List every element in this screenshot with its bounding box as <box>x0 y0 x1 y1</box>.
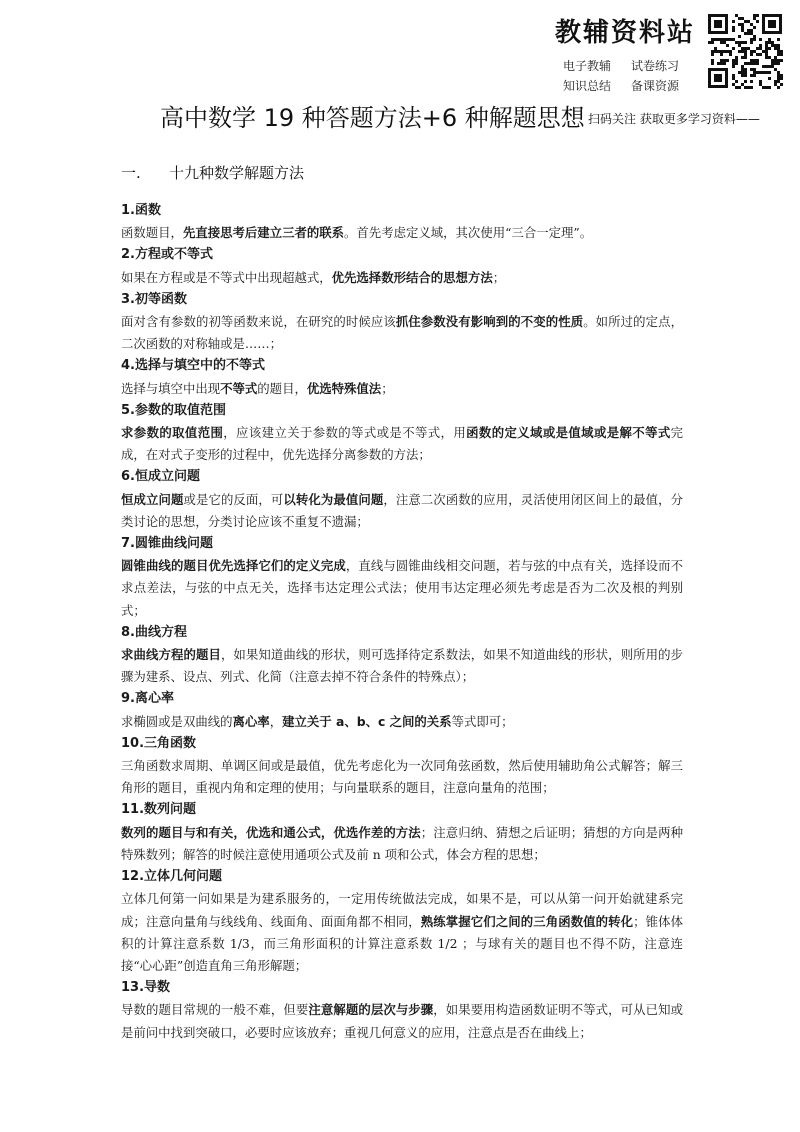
emphasis-text: 优选特殊值法 <box>306 380 382 396</box>
emphasis-text: 不等式 <box>220 380 258 396</box>
method-title: 8.曲线方程 <box>121 624 187 640</box>
method-title: 7.圆锥曲线问题 <box>121 536 213 552</box>
scan-note: 扫码关注 获取更多学习资料—— <box>588 112 760 126</box>
method-body <box>121 822 683 866</box>
method-list <box>121 200 683 1044</box>
link-knowledge-summary[interactable]: 知识总结 <box>563 79 612 93</box>
emphasis-text: 抓住参数没有影响到的不变的性质 <box>395 314 584 330</box>
emphasis-text: 注意解题的层次与步骤 <box>308 1002 434 1018</box>
method-title: 5.参数的取值范围 <box>121 402 226 418</box>
body-text: ，应该建立关于参数的等式或是不等式，用 <box>223 425 467 441</box>
method-body <box>121 644 683 688</box>
section-number: 一. <box>121 164 141 182</box>
emphasis-text: 优先选择数形结合的思想方法 <box>331 269 493 285</box>
body-text: ；注意归纳、猜想之后证明；猜想的方向是两种特殊数列；解答的时候注意使用通项公式及前 n 项和公式，体会方程的思想； <box>121 824 684 862</box>
method-title: 12.立体几何问题 <box>121 869 223 885</box>
method-body <box>121 999 683 1043</box>
body-text: ； <box>381 380 394 396</box>
method-body <box>121 422 683 466</box>
method-title: 3.初等函数 <box>121 291 187 307</box>
body-text: 三角函数求周期、单调区间或是最值，优先考虑化为一次同角弦函数，然后使用辅助角公式解答；解三角形的题目，重视内角和定理的使用；与向量联系的题目，注意向量角的范围； <box>121 758 683 796</box>
body-text: 选择与填空中出现 <box>121 380 221 396</box>
emphasis-text: 恒成立问题 <box>121 491 184 507</box>
body-text: 求椭圆或是双曲线的 <box>121 713 233 729</box>
emphasis-text: 函数的定义域或是值域或是解不等式 <box>466 425 671 441</box>
method-title: 4.选择与填空中的不等式 <box>121 358 265 374</box>
body-text: ；锥体体积的计算注意系数 1/3，而三角形面积的计算注意系数 1/2 ；与球有关的题目也不得不防，注意连接“心心距”创造直角三角形解题； <box>121 913 684 973</box>
body-text: ； <box>492 269 506 285</box>
body-text: 完成，在对式子变形的过程中，优先选择分离参数的方法； <box>121 425 684 463</box>
method-body <box>121 311 683 355</box>
method-body <box>121 711 683 733</box>
section-heading <box>121 162 521 183</box>
body-text: 等式即可； <box>451 713 514 729</box>
emphasis-text: 先直接思考后建立三者的联系 <box>182 225 345 241</box>
method-body <box>121 489 683 533</box>
emphasis-text: 熟练掌握它们之间的三角函数值的转化 <box>420 913 634 929</box>
link-lesson-resources[interactable]: 备课资源 <box>631 79 680 93</box>
method-body <box>121 222 683 244</box>
body-text: 立体几何第一问如果是为建系服务的，一定用传统做法完成，如果不是，可以从第一问开始就建系完成；注意向量角与线线角、线面角、面面角都不相同， <box>121 891 683 929</box>
body-text: 如果在方程或是不等式中出现超越式， <box>121 269 332 285</box>
emphasis-text: 以转化为最值问题 <box>283 491 384 507</box>
emphasis-text: 数列的题目与和有关，优选和通公式，优选作差的方法 <box>121 824 421 840</box>
emphasis-text: 建立关于 a、b、c 之间的关系 <box>282 713 452 729</box>
body-text: 。首先考虑定义域，其次使用“三合一定理”。 <box>344 225 593 241</box>
body-text: ，直线与圆锥曲线相交问题，若与弦的中点有关，选择设而不求点差法，与弦的中点无关，选择韦达定理公式法；使用韦达定理必须先考虑是否为二次及根的判别式； <box>121 558 684 618</box>
method-title: 6.恒成立问题 <box>121 469 200 485</box>
method-title: 13.导数 <box>121 980 171 996</box>
emphasis-text: 离心率 <box>232 713 270 729</box>
method-body <box>121 267 683 289</box>
body-text: ， <box>269 713 283 729</box>
body-text: 的题目， <box>257 380 307 396</box>
method-title: 10.三角函数 <box>121 735 197 751</box>
method-body <box>121 378 683 400</box>
section-title: 十九种数学解题方法 <box>169 164 305 182</box>
method-body <box>121 555 683 622</box>
emphasis-text: 求曲线方程的题目 <box>121 647 221 663</box>
body-text: ，如果知道曲线的形状，则可选择待定系数法，如果不知道曲线的形状，则所用的步骤为建系、设点、列式、化简（注意去掉不符合条件的特殊点）； <box>121 647 684 685</box>
link-e-tutoring[interactable]: 电子教辅 <box>563 59 612 73</box>
qr-code-icon <box>706 12 784 90</box>
method-title: 9.离心率 <box>121 691 174 707</box>
link-practice-papers[interactable]: 试卷练习 <box>631 59 680 73</box>
brand-name: 教辅资料站 <box>555 18 696 48</box>
body-text: 或是它的反面，可 <box>183 491 284 507</box>
method-title: 11.数列问题 <box>121 802 197 818</box>
method-body <box>121 755 683 799</box>
method-title: 2.方程或不等式 <box>121 247 213 263</box>
body-text: 。如所过的定点，二次函数的对称轴或是……； <box>121 314 684 352</box>
body-text: ，如果要用构造函数证明不等式，可从已知或是前问中找到突破口，必要时应该放弃；重视几何意义的应用，注意点是否在曲线上； <box>121 1002 684 1040</box>
page-title: 高中数学 19 种答题方法+6 种解题思想 <box>160 104 585 132</box>
brand-links <box>563 56 703 96</box>
body-text: 面对含有参数的初等函数来说，在研究的时候应该 <box>121 314 396 330</box>
body-text: ，注意二次函数的应用，灵活使用闭区间上的最值，分类讨论的思想，分类讨论应该不重复不遗漏； <box>121 491 684 529</box>
emphasis-text: 圆锥曲线的题目优先选择它们的定义完成 <box>121 558 346 574</box>
body-text: 导数的题目常规的一般不难，但要 <box>121 1002 309 1018</box>
body-text: 函数题目， <box>121 225 183 241</box>
method-body <box>121 888 683 977</box>
emphasis-text: 求参数的取值范围 <box>121 425 224 441</box>
method-title: 1.函数 <box>121 203 161 218</box>
